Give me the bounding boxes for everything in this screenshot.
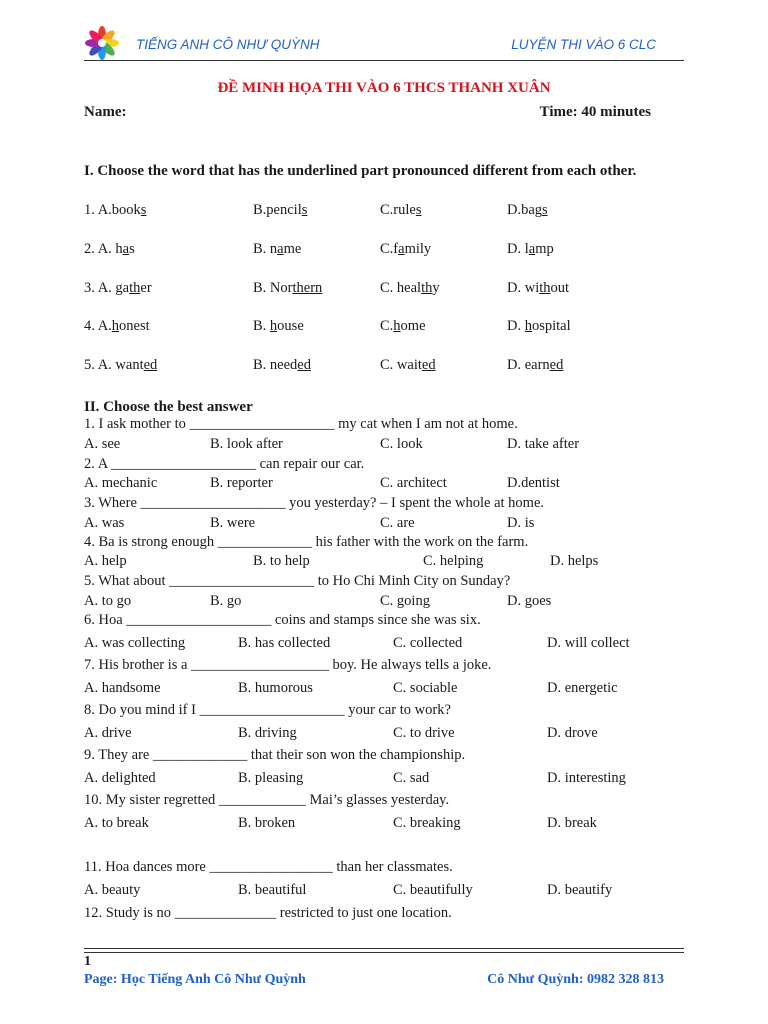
answer-option: C. going [380, 593, 430, 609]
answer-option: B. house [253, 318, 304, 334]
answer-option: D. drove [547, 725, 598, 741]
question-text: 2. A ____________________ can repair our car. [84, 456, 365, 472]
answer-option: D. break [547, 815, 597, 831]
header-left-text: TIẾNG ANH CÔ NHƯ QUỲNH [136, 37, 320, 52]
answer-option: A. help [84, 553, 127, 569]
question-text: 1. I ask mother to ____________________ my cat when I am not at home. [84, 416, 518, 432]
page-number: 1 [84, 954, 91, 969]
answer-option: D. beautify [547, 882, 613, 898]
phonetics-row [84, 280, 684, 300]
options-row [84, 515, 684, 535]
footer-left-text: Page: Học Tiếng Anh Cô Như Quỳnh [84, 972, 306, 987]
answer-option: C. waited [380, 357, 436, 373]
underlined-part: s [415, 202, 422, 218]
answer-option: C.family [380, 241, 432, 257]
phonetics-row [84, 241, 684, 261]
flower-logo-icon [84, 26, 120, 60]
answer-option: B. needed [253, 357, 311, 373]
underlined-part: thern [292, 280, 323, 296]
question-text: 9. They are _____________ that their son won the championship. [84, 747, 466, 763]
options-row [84, 475, 684, 495]
options-row [84, 770, 684, 790]
underlined-part: h [524, 318, 532, 334]
answer-option: C. architect [380, 475, 447, 491]
underlined-part: h [111, 318, 120, 334]
answer-option: C. to drive [393, 725, 455, 741]
name-label: Name: [84, 104, 127, 120]
options-row [84, 725, 684, 745]
question-text: 5. What about ____________________ to Ho Chi Minh City on Sunday? [84, 573, 511, 589]
underlined-part: s [140, 202, 147, 218]
answer-option: C. sad [393, 770, 430, 786]
answer-option: B. has collected [238, 635, 331, 651]
answer-option: D.dentist [507, 475, 560, 491]
answer-option: A. was collecting [84, 635, 186, 651]
question-text: 4. Ba is strong enough _____________ his father with the work on the farm. [84, 534, 529, 550]
options-row [84, 436, 684, 456]
header-right-text: LUYỆN THI VÀO 6 CLC [511, 37, 656, 52]
answer-option: D. hospital [507, 318, 571, 334]
answer-option: B. to help [253, 553, 310, 569]
underlined-part: a [122, 241, 130, 257]
time-label: Time: 40 minutes [539, 104, 651, 120]
answer-option: C. helping [423, 553, 484, 569]
answer-option: B. go [210, 593, 242, 609]
answer-option: B. beautiful [238, 882, 307, 898]
question-text: 12. Study is no ______________ restricted to just one location. [84, 905, 452, 921]
question-text: 11. Hoa dances more _________________ than her classmates. [84, 859, 453, 875]
section1-heading: I. Choose the word that has the underlined part pronounced different from each other. [84, 163, 637, 179]
underlined-part: th [421, 280, 433, 296]
answer-option: B. Northern [253, 280, 323, 296]
options-row [84, 680, 684, 700]
answer-option: A. see [84, 436, 121, 452]
answer-option: 5. A. wanted [84, 357, 158, 373]
name-time-row [84, 104, 651, 121]
answer-option: D. interesting [547, 770, 626, 786]
underlined-part: a [528, 241, 536, 257]
phonetics-row [84, 318, 684, 338]
answer-option: B. driving [238, 725, 297, 741]
underlined-part: th [539, 280, 551, 296]
underlined-part: s [301, 202, 308, 218]
footer-divider [84, 948, 684, 949]
underlined-part: a [398, 241, 405, 257]
answer-option: C.rules [380, 202, 422, 218]
answer-option: D.bags [507, 202, 548, 218]
answer-option: C. look [380, 436, 423, 452]
underlined-part: s [542, 202, 548, 218]
underlined-part: ed [549, 357, 564, 373]
options-row [84, 635, 684, 655]
header-divider [84, 60, 684, 61]
answer-option: A. to go [84, 593, 132, 609]
underlined-part: h [269, 318, 278, 334]
answer-option: D. goes [507, 593, 552, 609]
answer-option: B.pencils [253, 202, 308, 218]
answer-option: 3. A. gather [84, 280, 152, 296]
answer-option: C. are [380, 515, 415, 531]
underlined-part: a [277, 241, 284, 257]
answer-option: B. humorous [238, 680, 313, 696]
footer-right-text: Cô Như Quỳnh: 0982 328 813 [487, 972, 664, 987]
answer-option: A. drive [84, 725, 132, 741]
answer-option: D. is [507, 515, 535, 531]
answer-option: A. mechanic [84, 475, 158, 491]
answer-option: A. to break [84, 815, 149, 831]
answer-option: 4. A.honest [84, 318, 150, 334]
options-row [84, 882, 684, 902]
question-text: 10. My sister regretted ____________ Mai’s glasses yesterday. [84, 792, 450, 808]
question-text: 3. Where ____________________ you yesterday? – I spent the whole at home. [84, 495, 545, 511]
phonetics-row [84, 202, 684, 222]
answer-option: A. delighted [84, 770, 156, 786]
answer-option: B. pleasing [238, 770, 304, 786]
answer-option: C. sociable [393, 680, 458, 696]
options-row [84, 815, 684, 835]
answer-option: C.home [380, 318, 426, 334]
answer-option: D. energetic [547, 680, 618, 696]
options-row [84, 593, 684, 613]
answer-option: C. breaking [393, 815, 461, 831]
answer-option: B. name [253, 241, 302, 257]
question-text: 7. His brother is a ___________________ boy. He always tells a joke. [84, 657, 492, 673]
phonetics-row [84, 357, 684, 377]
underlined-part: ed [297, 357, 311, 373]
answer-option: B. were [210, 515, 256, 531]
answer-option: B. broken [238, 815, 296, 831]
answer-option: A. handsome [84, 680, 161, 696]
answer-option: D. will collect [547, 635, 630, 651]
underlined-part: ed [143, 357, 158, 373]
answer-option: A. was [84, 515, 125, 531]
question-text: 6. Hoa ____________________ coins and stamps since she was six. [84, 612, 481, 628]
answer-option: 1. A.books [84, 202, 147, 218]
page-title: ĐỀ MINH HỌA THI VÀO 6 THCS THANH XUÂN [217, 80, 551, 96]
answer-option: B. look after [210, 436, 283, 452]
answer-option: D. earned [507, 357, 564, 373]
underlined-part: th [129, 280, 141, 296]
underlined-part: ed [421, 357, 436, 373]
question-text: 8. Do you mind if I ____________________ your car to work? [84, 702, 451, 718]
answer-option: D. take after [507, 436, 580, 452]
footer-divider [84, 952, 684, 953]
answer-option: C. beautifully [393, 882, 473, 898]
answer-option: B. reporter [210, 475, 273, 491]
section2-heading: II. Choose the best answer [84, 399, 253, 415]
answer-option: 2. A. has [84, 241, 135, 257]
answer-option: A. beauty [84, 882, 141, 898]
answer-option: C. collected [393, 635, 463, 651]
underlined-part: h [393, 318, 401, 334]
options-row [84, 553, 684, 573]
answer-option: D. lamp [507, 241, 554, 257]
answer-option: D. without [507, 280, 570, 296]
answer-option: C. healthy [380, 280, 440, 296]
answer-option: D. helps [550, 553, 599, 569]
